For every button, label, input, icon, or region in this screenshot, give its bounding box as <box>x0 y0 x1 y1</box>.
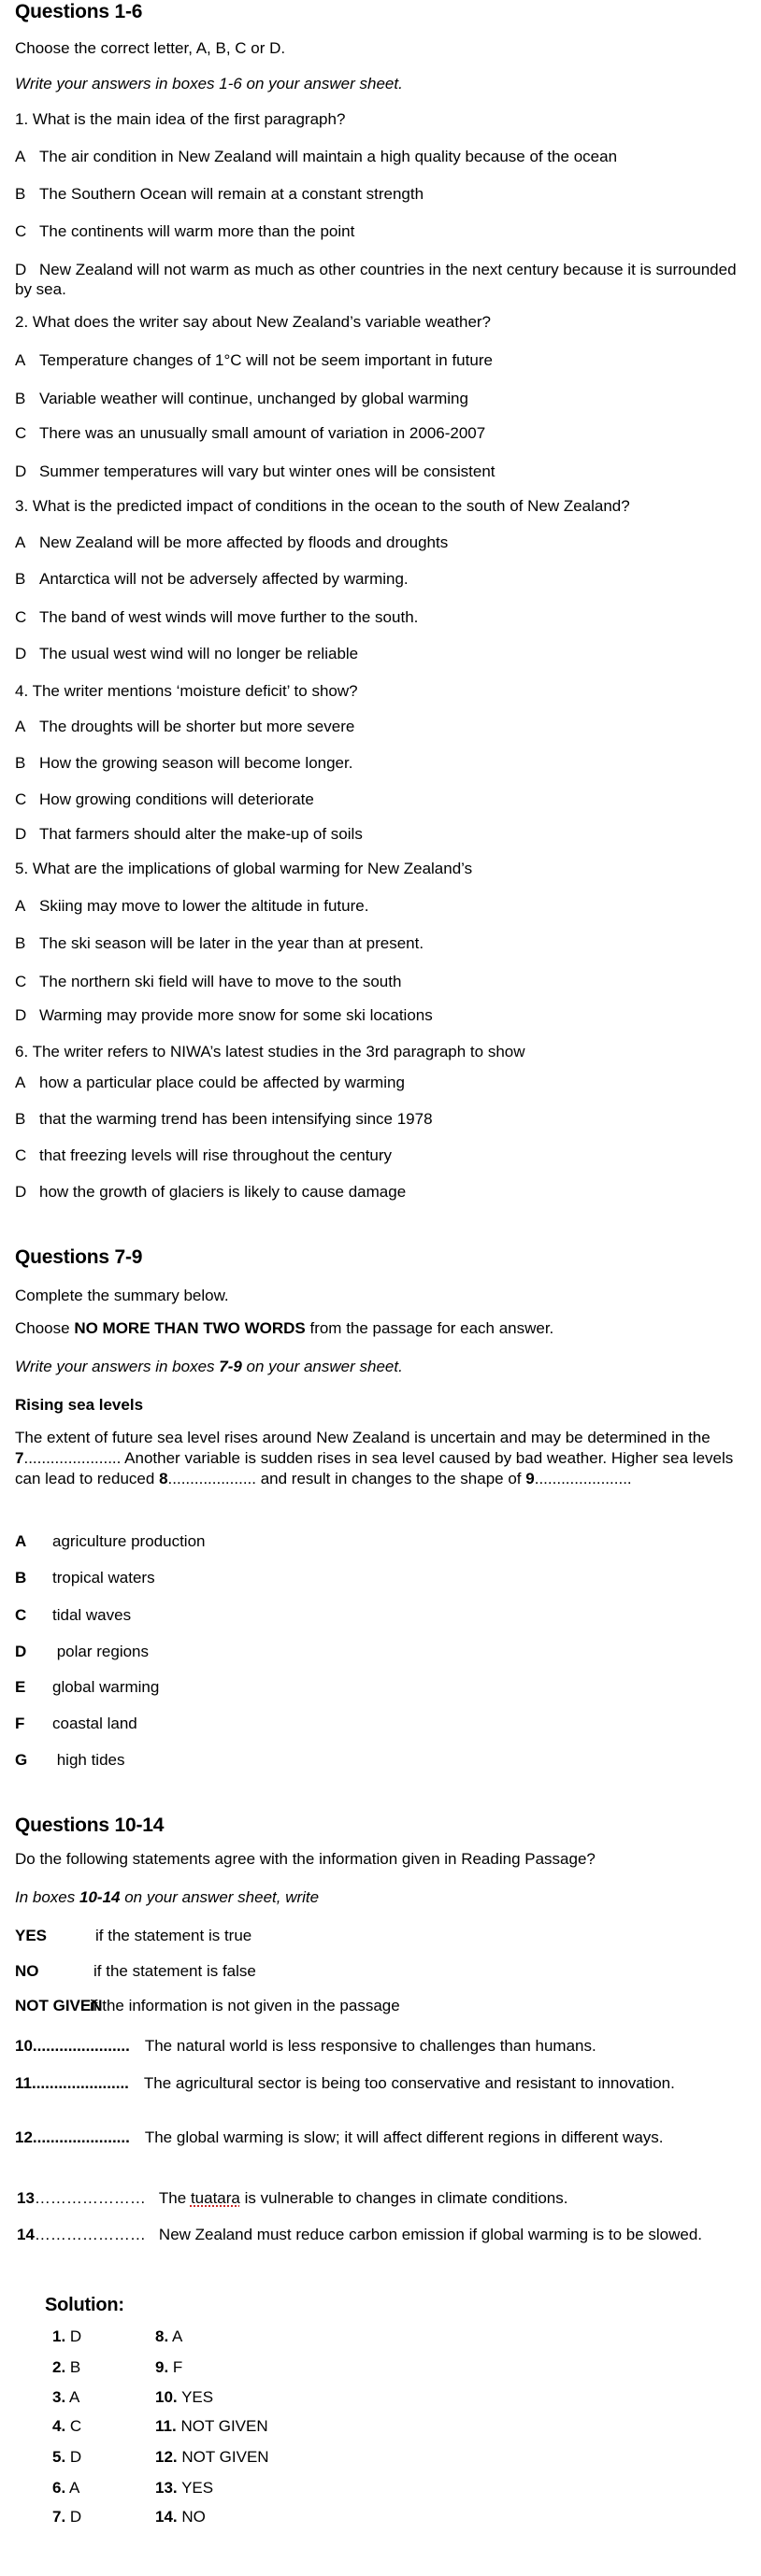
word-option-letter: B <box>15 1569 27 1587</box>
solution-answer: NOT GIVEN <box>181 2448 269 2466</box>
key-term: NOT GIVEN <box>15 1997 103 2014</box>
option-item <box>15 222 354 241</box>
solution-item <box>52 2417 81 2436</box>
statement-text: The natural world is less responsive to challenges than humans. <box>144 2037 596 2055</box>
solution-number: 10. <box>155 2388 178 2406</box>
option-item <box>15 645 358 663</box>
instruction-text: Choose the correct letter, A, B, C or D. <box>15 39 286 57</box>
option-text: The droughts will be shorter but more severe <box>39 718 355 735</box>
key-meaning: if the statement is false <box>93 1962 256 1980</box>
solution-item <box>52 2358 80 2377</box>
solution-number: 12. <box>155 2448 178 2466</box>
option-item <box>15 390 468 408</box>
option-text: That farmers should alter the make-up of soils <box>39 825 363 843</box>
statement-item <box>17 2188 755 2208</box>
question-stem: 1. What is the main idea of the first paragraph? <box>15 110 346 128</box>
word-limit-post: from the passage for each answer. <box>305 1319 554 1337</box>
option-letter: C <box>15 1146 27 1164</box>
option-text: The usual west wind will no longer be reliable <box>39 645 359 662</box>
statement-blank[interactable]: ...................... <box>31 2074 129 2092</box>
question-stem: 3. What is the predicted impact of conditions in the ocean to the south of New Zealand? <box>15 497 630 515</box>
option-text: Warming may provide more snow for some ski locations <box>39 1006 433 1024</box>
option-item <box>15 754 352 773</box>
statement-number: 11 <box>15 2074 32 2092</box>
solution-number: 5. <box>52 2448 66 2466</box>
option-letter: B <box>15 754 26 772</box>
option-item <box>15 1006 433 1025</box>
answer-note-post: on your answer sheet. <box>241 1358 403 1375</box>
instruction-text: Complete the summary below. <box>15 1287 229 1304</box>
solution-answer: C <box>69 2417 82 2435</box>
option-letter: A <box>15 534 26 551</box>
solution-item <box>52 2508 81 2526</box>
question-stem: 4. The writer mentions ‘moisture deficit’ to show? <box>15 682 358 700</box>
word-option <box>15 1678 159 1697</box>
option-text: Skiing may move to lower the altitude in future. <box>39 897 369 915</box>
solution-number: 2. <box>52 2358 66 2376</box>
section-heading-10-14: Questions 10-14 <box>15 1815 165 1836</box>
instruction-text: Do the following statements agree with the information given in Reading Passage? <box>15 1850 596 1868</box>
solution-item <box>155 2327 182 2346</box>
solution-item <box>52 2479 79 2498</box>
statement-text: The agricultural sector is being too conservative and resistant to innovation. <box>143 2074 675 2092</box>
option-letter: A <box>15 148 26 165</box>
statement-number: 13 <box>17 2189 35 2207</box>
summary-text: and result in changes to the shape of <box>256 1470 526 1487</box>
solution-answer: D <box>69 2508 82 2526</box>
key-item-yes <box>15 1927 251 1945</box>
solution-item <box>52 2388 79 2407</box>
option-item <box>15 260 754 299</box>
answer-note <box>15 1358 403 1376</box>
question-stem: 5. What are the implications of global warming for New Zealand’s <box>15 860 473 877</box>
gap-number-8: 8 <box>159 1470 168 1487</box>
option-item <box>15 934 424 953</box>
section-heading-7-9: Questions 7-9 <box>15 1246 143 1268</box>
solution-answer: D <box>69 2327 82 2345</box>
summary-title: Rising sea levels <box>15 1396 144 1414</box>
option-text: The continents will warm more than the point <box>39 222 355 240</box>
option-letter: B <box>15 1110 26 1128</box>
option-letter: C <box>15 608 27 626</box>
word-option-letter: E <box>15 1678 26 1696</box>
option-letter: B <box>15 390 26 407</box>
gap-number-7: 7 <box>15 1449 24 1467</box>
statement-text-pre: The <box>158 2189 191 2207</box>
option-letter: B <box>15 185 26 203</box>
option-text: The northern ski field will have to move to the south <box>39 973 402 990</box>
option-text: How the growing season will become longer. <box>39 754 353 772</box>
word-option-letter: D <box>15 1643 27 1660</box>
option-text: The band of west winds will move further to the south. <box>39 608 419 626</box>
word-option <box>15 1643 149 1661</box>
word-limit-text <box>15 1319 553 1338</box>
option-letter: A <box>15 897 26 915</box>
question-stem: 6. The writer refers to NIWA’s latest studies in the 3rd paragraph to show <box>15 1043 525 1060</box>
word-limit-pre: Choose <box>15 1319 75 1337</box>
solution-number: 9. <box>155 2358 169 2376</box>
option-letter: C <box>15 790 27 808</box>
solution-number: 11. <box>155 2417 177 2435</box>
answer-note-bold: 7-9 <box>219 1358 242 1375</box>
statement-item <box>15 2128 754 2147</box>
option-letter: D <box>15 1006 27 1024</box>
option-text: that freezing levels will rise throughout the century <box>39 1146 393 1164</box>
option-item <box>15 1074 405 1092</box>
option-letter: A <box>15 1074 26 1091</box>
word-option-text: tropical waters <box>52 1569 155 1587</box>
gap-blank-9: ...................... <box>534 1470 632 1487</box>
option-letter: B <box>15 934 26 952</box>
word-option <box>15 1606 131 1625</box>
spellcheck-flagged-word: tuatara <box>190 2189 240 2207</box>
solution-item <box>52 2327 81 2346</box>
solution-answer: B <box>69 2358 81 2376</box>
gap-blank-8: .................... <box>167 1470 256 1487</box>
option-text: There was an unusually small amount of variation in 2006-2007 <box>39 424 486 442</box>
section-heading-1-6: Questions 1-6 <box>15 1 143 22</box>
solution-number: 6. <box>52 2479 66 2497</box>
option-text: how a particular place could be affected by warming <box>39 1074 405 1091</box>
option-text: that the warming trend has been intensifying since 1978 <box>39 1110 433 1128</box>
statement-number: 14 <box>17 2226 35 2243</box>
option-item <box>15 973 401 991</box>
solution-answer: YES <box>181 2479 214 2497</box>
statement-text: New Zealand must reduce carbon emission if global warming is to be slowed. <box>158 2226 703 2243</box>
question-stem: 2. What does the writer say about New Zealand’s variable weather? <box>15 313 492 331</box>
solution-number: 1. <box>52 2327 66 2345</box>
option-letter: D <box>15 825 27 843</box>
option-text: Antarctica will not be adversely affected by warming. <box>39 570 409 588</box>
key-meaning: if the statement is true <box>95 1927 252 1944</box>
statement-blank[interactable]: ...................... <box>32 2037 130 2055</box>
solution-answer: NOT GIVEN <box>180 2417 268 2435</box>
option-letter: D <box>15 1183 27 1201</box>
solution-answer: A <box>68 2479 80 2497</box>
key-term: NO <box>15 1962 39 1980</box>
statement-blank[interactable]: ………………… <box>34 2226 146 2243</box>
option-item <box>15 534 448 552</box>
summary-paragraph <box>15 1428 754 1489</box>
option-letter: D <box>15 261 27 278</box>
option-item <box>15 718 354 736</box>
word-option-text: global warming <box>52 1678 160 1696</box>
word-limit-bold: NO MORE THAN TWO WORDS <box>74 1319 306 1337</box>
statement-text-post: is vulnerable to changes in climate conditions. <box>239 2189 568 2207</box>
option-text: How growing conditions will deteriorate <box>39 790 314 808</box>
solution-number: 3. <box>52 2388 66 2406</box>
option-text: The air condition in New Zealand will maintain a high quality because of the ocean <box>39 148 618 165</box>
solution-answer: YES <box>181 2388 214 2406</box>
solution-answer: NO <box>181 2508 206 2526</box>
key-item-no <box>15 1962 256 1981</box>
option-item <box>15 570 409 589</box>
option-letter: B <box>15 570 26 588</box>
solution-answer: A <box>171 2327 183 2345</box>
option-item <box>15 463 495 481</box>
word-option-letter: G <box>15 1751 28 1769</box>
word-option-text: high tides <box>52 1751 125 1769</box>
statement-item <box>15 2073 754 2093</box>
solution-item <box>52 2448 81 2467</box>
statement-item <box>17 2225 755 2244</box>
solution-item <box>155 2448 269 2467</box>
word-option <box>15 1751 125 1770</box>
solution-item <box>155 2417 268 2436</box>
solution-title: Solution: <box>45 2295 124 2315</box>
option-letter: C <box>15 222 27 240</box>
solution-item <box>155 2358 182 2377</box>
option-text: how the growth of glaciers is likely to cause damage <box>39 1183 407 1201</box>
solution-number: 8. <box>155 2327 169 2345</box>
option-item <box>15 1183 406 1202</box>
statement-number: 10 <box>15 2037 33 2055</box>
answer-note-bold: 10-14 <box>79 1888 121 1906</box>
solution-number: 7. <box>52 2508 66 2526</box>
option-item <box>15 185 424 204</box>
solution-item <box>155 2508 206 2526</box>
option-letter: C <box>15 424 27 442</box>
statement-item <box>15 2036 754 2056</box>
answer-note-pre: Write your answers in boxes <box>15 1358 220 1375</box>
option-letter: D <box>15 463 27 480</box>
summary-text: Another variable is sudden rises in sea level caused by bad weather. Higher sea levels can lead to reduced <box>15 1449 734 1487</box>
solution-number: 14. <box>155 2508 178 2526</box>
solution-item <box>155 2479 213 2498</box>
statement-number: 12 <box>15 2128 33 2146</box>
key-term: YES <box>15 1927 48 1944</box>
word-option-text: agriculture production <box>52 1532 206 1550</box>
gap-blank-7: ...................... <box>23 1449 122 1467</box>
option-item <box>15 1146 392 1165</box>
word-option-letter: C <box>15 1606 27 1624</box>
solution-answer: A <box>68 2388 80 2406</box>
word-option <box>15 1715 137 1733</box>
statement-blank[interactable]: ...................... <box>32 2128 130 2146</box>
word-option-text: polar regions <box>52 1643 150 1660</box>
option-item <box>15 790 314 809</box>
option-item <box>15 608 418 627</box>
summary-text: The extent of future sea level rises around New Zealand is uncertain and may be determined in the <box>15 1429 711 1446</box>
option-letter: A <box>15 351 26 369</box>
answer-note-post: on your answer sheet, write <box>120 1888 320 1906</box>
option-item <box>15 148 617 166</box>
key-meaning: if the information is not given in the passage <box>90 1997 400 2014</box>
word-option-text: coastal land <box>52 1715 137 1732</box>
option-text: Temperature changes of 1°C will not be seem important in future <box>39 351 493 369</box>
option-text: Summer temperatures will vary but winter ones will be consistent <box>39 463 495 480</box>
word-option-text: tidal waves <box>52 1606 132 1624</box>
solution-answer: D <box>69 2448 82 2466</box>
gap-number-9: 9 <box>525 1470 535 1487</box>
word-option-letter: F <box>15 1715 25 1732</box>
option-item <box>15 1110 433 1129</box>
option-item <box>15 825 363 844</box>
solution-item <box>155 2388 213 2407</box>
word-option <box>15 1532 205 1551</box>
option-letter: D <box>15 645 27 662</box>
option-letter: C <box>15 973 27 990</box>
statement-blank[interactable]: ………………… <box>34 2189 146 2207</box>
option-text: New Zealand will not warm as much as other countries in the next century because it is surrounded by sea. <box>15 261 737 298</box>
statement-text: The global warming is slow; it will affect different regions in different ways. <box>144 2128 664 2146</box>
word-option-letter: A <box>15 1532 27 1550</box>
option-item <box>15 424 485 443</box>
option-item <box>15 897 368 916</box>
option-text: The ski season will be later in the year than at present. <box>39 934 424 952</box>
option-text: New Zealand will be more affected by floods and droughts <box>39 534 449 551</box>
key-item-not-given <box>15 1997 400 2015</box>
option-letter: A <box>15 718 26 735</box>
word-option <box>15 1569 155 1587</box>
option-text: The Southern Ocean will remain at a constant strength <box>39 185 424 203</box>
answer-note-pre: In boxes <box>15 1888 79 1906</box>
answer-note: Write your answers in boxes 1-6 on your answer sheet. <box>15 75 403 93</box>
solution-number: 13. <box>155 2479 178 2497</box>
answer-note <box>15 1888 319 1907</box>
solution-number: 4. <box>52 2417 66 2435</box>
option-text: Variable weather will continue, unchanged by global warming <box>39 390 468 407</box>
solution-answer: F <box>172 2358 183 2376</box>
option-item <box>15 351 493 370</box>
